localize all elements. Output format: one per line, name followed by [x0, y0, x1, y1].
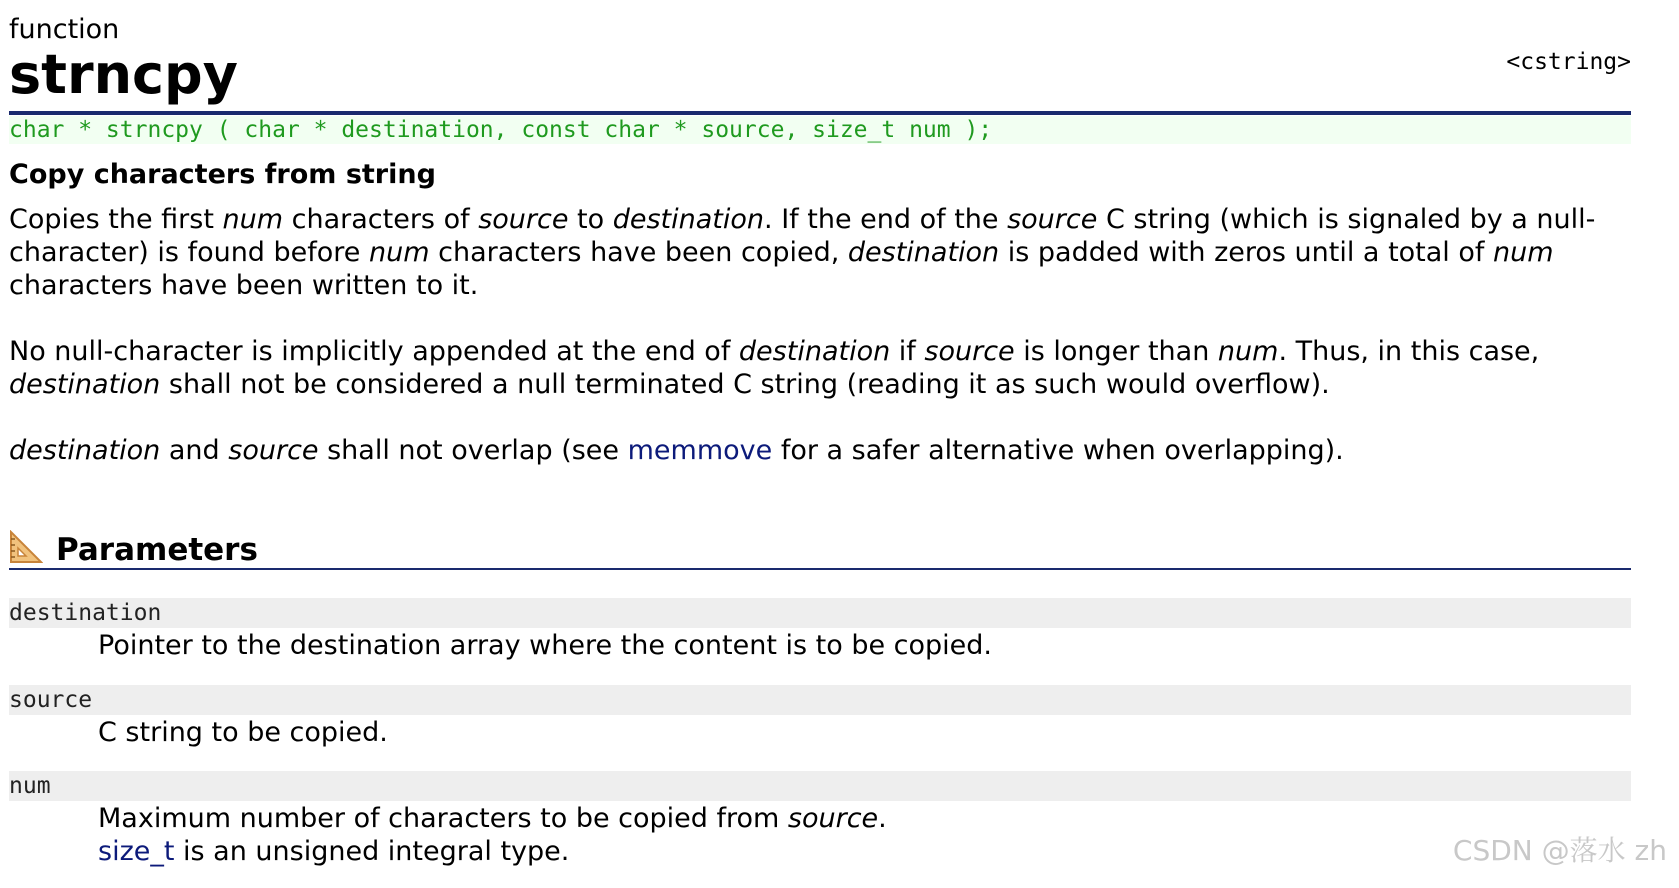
description-paragraph-3: destination and source shall not overlap (see memmove for a safer alternative when overlapping). — [9, 435, 1344, 466]
watermark: CSDN @落水 zh — [1452, 834, 1667, 867]
param-desc-num: Maximum number of characters to be copied from source. — [98, 803, 887, 834]
parameters-title: Parameters — [56, 532, 258, 568]
description-paragraph-1: Copies the first num characters of source to destination. If the end of the source C string (which is signaled by a null-character) is found before num characters have been copied, destination is padded with zeros until a total of num characters have been written to it. — [9, 204, 1596, 301]
header-library-link[interactable]: <cstring> — [1506, 49, 1631, 75]
function-summary: Copy characters from string — [9, 159, 436, 190]
param-desc-num-type: size_t is an unsigned integral type. — [98, 836, 570, 867]
ruler-triangle-icon — [9, 530, 43, 564]
param-name-num: num — [9, 771, 1631, 801]
param-desc-destination: Pointer to the destination array where the content is to be copied. — [98, 630, 993, 661]
function-prototype: char * strncpy ( char * destination, const char * source, size_t num ); — [9, 116, 1631, 144]
size-t-link[interactable]: size_t — [98, 836, 175, 867]
parameters-divider — [9, 568, 1631, 570]
page-title: strncpy — [9, 43, 238, 106]
entity-kind: function — [9, 14, 120, 45]
param-desc-source: C string to be copied. — [98, 717, 388, 748]
param-name-destination: destination — [9, 598, 1631, 628]
param-name-source: source — [9, 685, 1631, 715]
title-divider — [9, 111, 1631, 115]
memmove-link[interactable]: memmove — [627, 435, 773, 466]
parameters-heading — [9, 530, 1631, 572]
description-paragraph-2: No null-character is implicitly appended at the end of destination if source is longer than num. Thus, in this case, destination shall not be considered a null terminated C string (reading it as such would overflow). — [9, 336, 1540, 400]
